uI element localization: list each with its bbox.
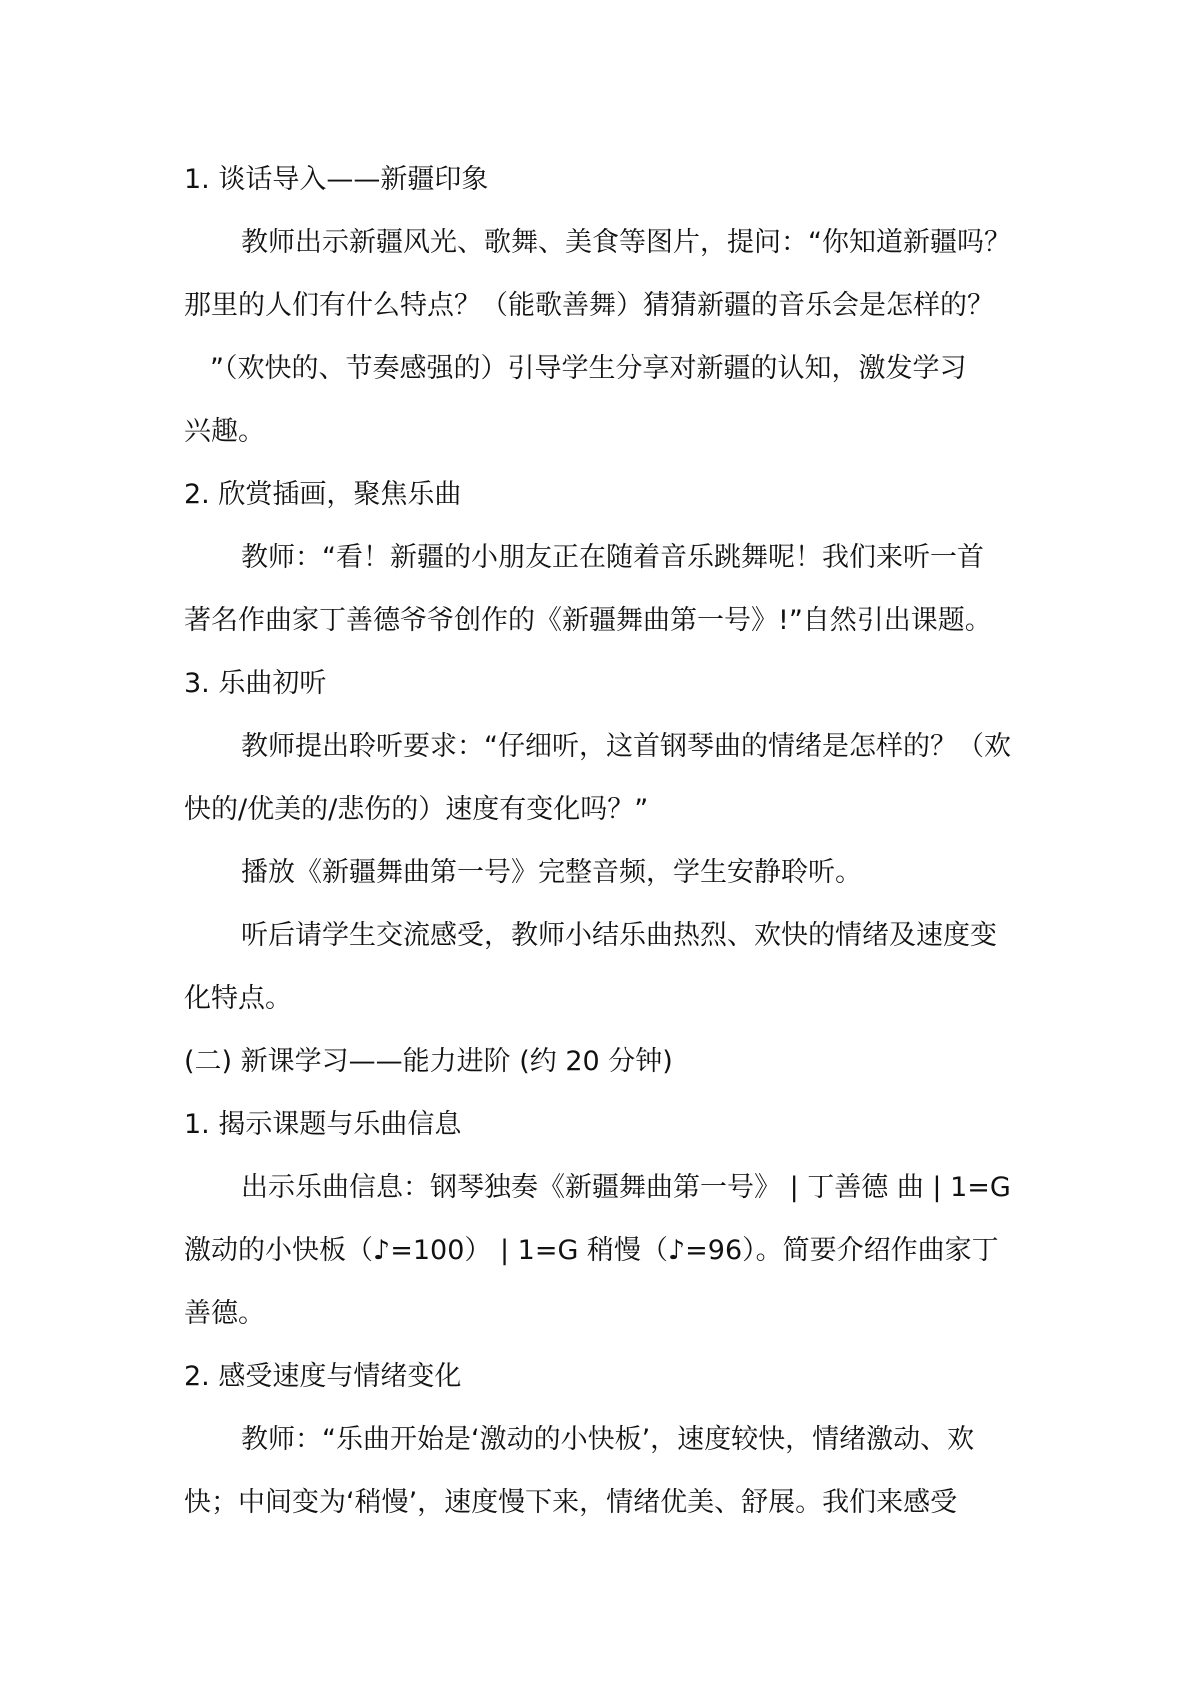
paragraph-line: 快的/优美的/悲伤的）速度有变化吗？” <box>184 794 649 825</box>
document-page <box>184 148 1034 1534</box>
paragraph-line: 化特点。 <box>184 983 292 1014</box>
paragraph-line: 播放《新疆舞曲第一号》完整音频，学生安静聆听。 <box>241 857 862 888</box>
heading-line: 2. 感受速度与情绪变化 <box>184 1361 462 1392</box>
section-heading: (二) 新课学习——能力进阶 (约 20 分钟) <box>184 1046 673 1077</box>
paragraph-line: 著名作曲家丁善德爷爷创作的《新疆舞曲第一号》!”自然引出课题。 <box>184 605 992 636</box>
heading-line: 2. 欣赏插画，聚焦乐曲 <box>184 479 462 510</box>
paragraph-line: 善德。 <box>184 1298 265 1329</box>
paragraph-line: 出示乐曲信息：钢琴独奏《新疆舞曲第一号》 | 丁善德 曲 | 1=G <box>241 1172 1011 1203</box>
heading-line: 3. 乐曲初听 <box>184 668 327 699</box>
paragraph-line: 兴趣。 <box>184 416 265 447</box>
paragraph-line: 快；中间变为‘稍慢’，速度慢下来，情绪优美、舒展。我们来感受 <box>184 1487 958 1518</box>
paragraph-line: ”（欢快的、节奏感强的）引导学生分享对新疆的认知，激发学习 <box>210 353 967 384</box>
paragraph-line: 激动的小快板（♪=100） | 1=G 稍慢（♪=96）。简要介绍作曲家丁 <box>184 1235 999 1266</box>
heading-line: 1. 揭示课题与乐曲信息 <box>184 1109 462 1140</box>
paragraph-line: 教师：“看！新疆的小朋友正在随着音乐跳舞呢！我们来听一首 <box>241 542 984 573</box>
paragraph-line: 教师出示新疆风光、歌舞、美食等图片，提问：“你知道新疆吗？ <box>241 227 1011 258</box>
paragraph-line: 教师：“乐曲开始是‘激动的小快板’，速度较快，情绪激动、欢 <box>241 1424 975 1455</box>
heading-line: 1. 谈话导入——新疆印象 <box>184 164 489 195</box>
paragraph-line: 那里的人们有什么特点？（能歌善舞）猜猜新疆的音乐会是怎样的？ <box>184 290 994 321</box>
paragraph-line: 听后请学生交流感受，教师小结乐曲热烈、欢快的情绪及速度变 <box>241 920 997 951</box>
paragraph-line: 教师提出聆听要求：“仔细听，这首钢琴曲的情绪是怎样的？（欢 <box>241 731 1011 762</box>
